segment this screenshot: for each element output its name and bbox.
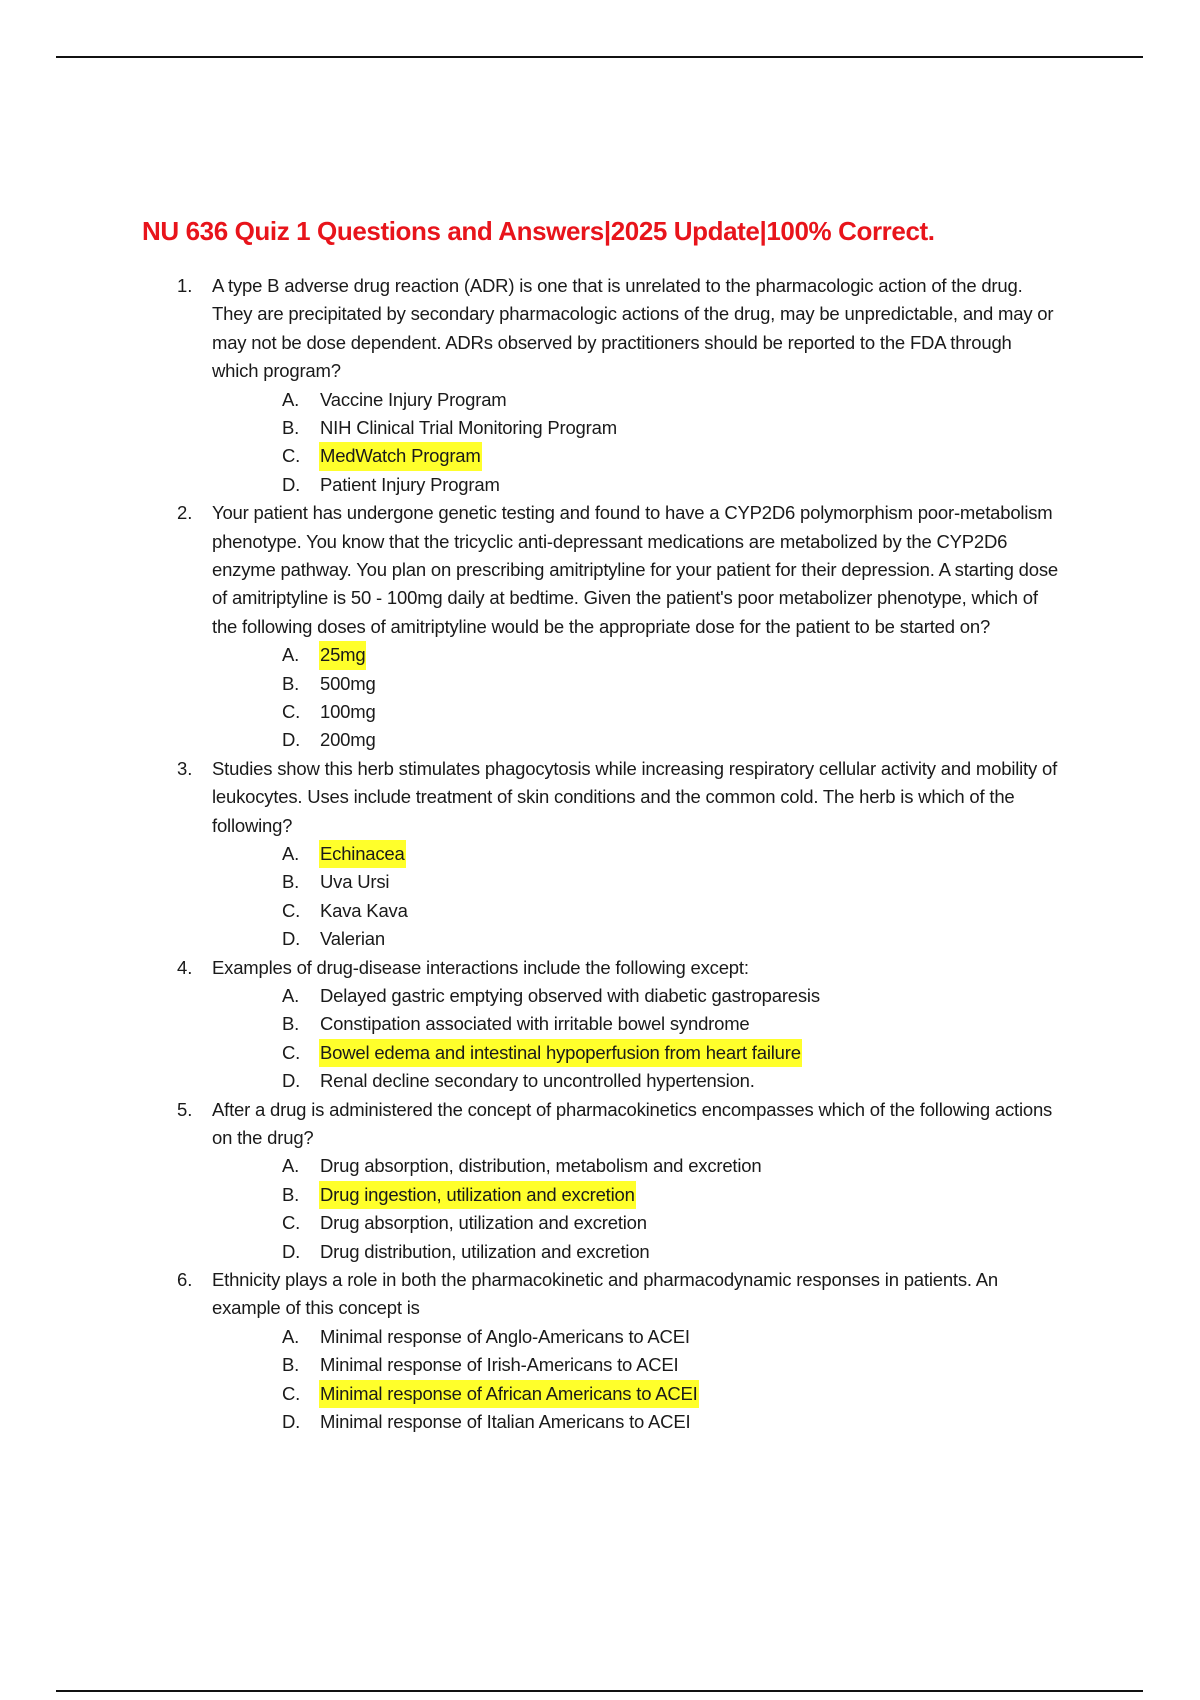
option-text: 500mg [320, 672, 376, 694]
option-letter: A. [282, 644, 300, 666]
answer-option-correct [0, 1181, 1200, 1209]
highlighted-answer-text: Echinacea [319, 840, 406, 868]
answer-option [0, 982, 1200, 1010]
option-text: 100mg [320, 701, 376, 722]
option-letter: B. [282, 871, 300, 893]
option-letter: C. [282, 701, 301, 722]
option-letter: B. [282, 1013, 300, 1035]
option-letter: D. [282, 1410, 301, 1432]
question-text: Ethnicity plays a role in both the pharmacokinetic and pharmacodynamic responses in patients. An example of this concept is [212, 1268, 999, 1319]
bottom-rule [56, 1690, 1143, 1692]
option-text: NIH Clinical Trial Monitoring Program [320, 417, 617, 439]
question-number: 1. [177, 275, 193, 296]
question-text: Your patient has undergone genetic testing and found to have a CYP2D6 polymorphism poor-metabolism phenotype. You know that the tricyclic anti-depressant medications are metabolized by the CYP2D6 enzyme pathway. You plan on prescribing amitriptyline for your patient for their depression. A starting dose of amitriptyline is 50 - 100mg daily at bedtime. Given the patient's poor metabolizer phenotype, which of the following doses of amitriptyline would be the appropriate dose for the patient to be started on? [212, 502, 1058, 637]
answer-option-correct [0, 641, 1200, 669]
highlighted-answer-text: Bowel edema and intestinal hypoperfusion from heart failure [319, 1039, 802, 1067]
option-letter: C. [282, 445, 301, 467]
answer-option [0, 670, 1200, 698]
answer-options [0, 982, 1200, 1096]
option-letter: D. [282, 1070, 301, 1092]
option-text: Minimal response of Anglo-Americans to ACEI [320, 1325, 690, 1347]
option-letter: A. [282, 843, 300, 864]
option-text: Drug absorption, distribution, metabolism and excretion [320, 1155, 762, 1177]
option-text: Minimal response of Italian Americans to ACEI [320, 1410, 691, 1432]
option-letter: D. [282, 473, 301, 495]
option-letter: A. [282, 1155, 300, 1177]
answer-option [0, 1351, 1200, 1379]
answer-option [0, 925, 1200, 953]
answer-options [0, 386, 1200, 500]
question-item [0, 755, 1200, 954]
highlighted-answer-text: 25mg [319, 641, 366, 669]
question-item [0, 1266, 1200, 1436]
question-item [0, 272, 1200, 499]
option-letter: B. [282, 417, 300, 439]
option-text: Vaccine Injury Program [320, 388, 507, 410]
question-item [0, 1096, 1200, 1266]
answer-option [0, 1408, 1200, 1436]
highlighted-answer-text: MedWatch Program [319, 442, 482, 470]
highlighted-answer-text: Minimal response of African Americans to ACEI [319, 1380, 699, 1408]
answer-option [0, 1323, 1200, 1351]
question-text: Studies show this herb stimulates phagocytosis while increasing respiratory cellular activity and mobility of leukocytes. Uses include treatment of skin conditions and the common cold. The herb is which of the following? [212, 757, 1058, 836]
option-text: Kava Kava [320, 899, 408, 921]
option-letter: B. [282, 1354, 300, 1376]
question-number: 3. [177, 757, 193, 779]
answer-option [0, 1238, 1200, 1266]
answer-option-correct [0, 840, 1200, 868]
option-letter: B. [282, 672, 300, 694]
option-text: Valerian [320, 928, 385, 950]
answer-option-correct [0, 1039, 1200, 1067]
answer-option [0, 897, 1200, 925]
answer-option [0, 386, 1200, 414]
answer-option-correct [0, 1380, 1200, 1408]
option-text: Drug absorption, utilization and excretion [320, 1212, 647, 1234]
answer-option-correct [0, 442, 1200, 470]
option-text: Renal decline secondary to uncontrolled hypertension. [320, 1070, 755, 1092]
option-letter: C. [282, 899, 301, 921]
question-number: 5. [177, 1098, 193, 1120]
question-number: 6. [177, 1268, 193, 1290]
option-text: Uva Ursi [320, 871, 390, 893]
answer-option [0, 1067, 1200, 1095]
answer-options [0, 1152, 1200, 1266]
option-letter: A. [282, 984, 300, 1006]
option-letter: D. [282, 928, 301, 950]
answer-options [0, 840, 1200, 954]
option-text: Patient Injury Program [320, 473, 500, 495]
answer-option [0, 726, 1200, 754]
question-number: 4. [177, 956, 193, 978]
answer-option [0, 471, 1200, 499]
option-text: Minimal response of Irish-Americans to ACEI [320, 1354, 679, 1376]
question-item [0, 499, 1200, 755]
option-letter: C. [282, 1212, 301, 1234]
answer-option [0, 868, 1200, 896]
top-rule [56, 56, 1143, 58]
answer-option [0, 1010, 1200, 1038]
highlighted-answer-text: Drug ingestion, utilization and excretion [319, 1181, 636, 1209]
answer-option [0, 414, 1200, 442]
option-letter: B. [282, 1183, 300, 1205]
option-letter: C. [282, 1041, 301, 1063]
document-title: NU 636 Quiz 1 Questions and Answers|2025 Update|100% Correct. [142, 216, 935, 246]
answer-options [0, 1323, 1200, 1437]
option-text: Delayed gastric emptying observed with diabetic gastroparesis [320, 984, 820, 1006]
answer-options [0, 641, 1200, 755]
option-letter: A. [282, 1325, 300, 1347]
answer-option [0, 1209, 1200, 1237]
question-text: A type B adverse drug reaction (ADR) is one that is unrelated to the pharmacologic action of the drug. They are precipitated by secondary pharmacologic actions of the drug, may be unpredictable, and may or may not be dose dependent. ADRs observed by practitioners should be reported to the FDA through which program? [212, 275, 1054, 382]
option-letter: D. [282, 1240, 301, 1262]
question-list [0, 272, 1200, 1436]
option-text: Constipation associated with irritable bowel syndrome [320, 1013, 750, 1035]
question-text: After a drug is administered the concept of pharmacokinetics encompasses which of the following actions on the drug? [212, 1098, 1053, 1148]
answer-option [0, 698, 1200, 726]
option-text: 200mg [320, 729, 376, 751]
question-number: 2. [177, 502, 193, 524]
answer-option [0, 1152, 1200, 1180]
option-text: Drug distribution, utilization and excretion [320, 1240, 650, 1262]
option-letter: C. [282, 1382, 301, 1404]
option-letter: A. [282, 388, 300, 410]
option-letter: D. [282, 729, 301, 751]
question-item [0, 954, 1200, 1096]
question-text: Examples of drug-disease interactions include the following except: [212, 956, 749, 978]
